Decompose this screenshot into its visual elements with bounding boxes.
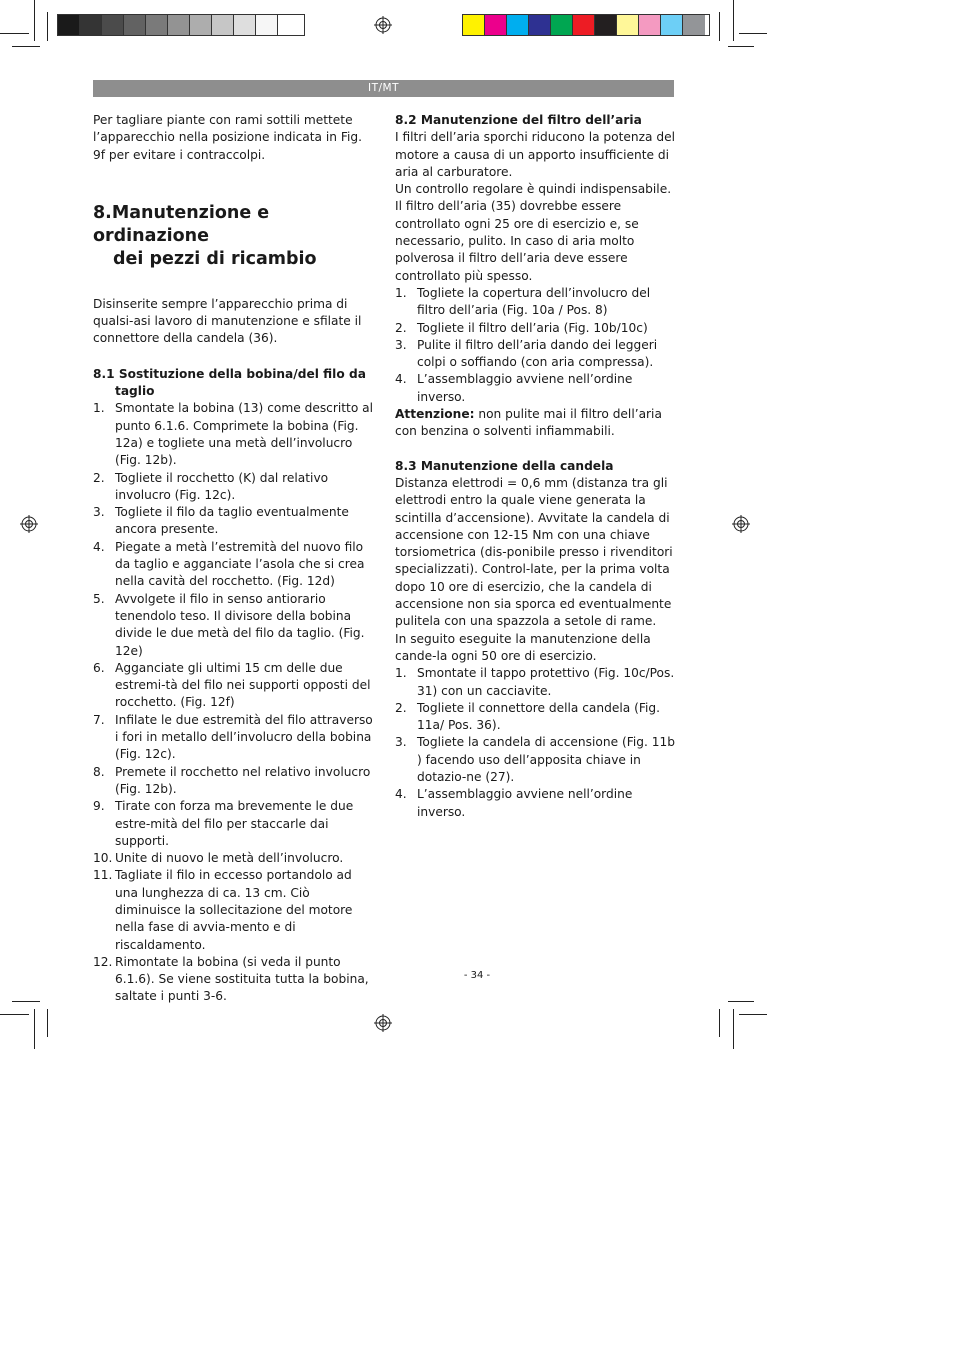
list-item-number: 2. — [93, 470, 105, 485]
list-item — [93, 798, 373, 850]
list-item-text: Premete il rocchetto nel relativo involucro (Fig. 12b). — [115, 764, 371, 796]
color-swatch — [661, 15, 683, 35]
color-swatch — [80, 15, 102, 35]
list-item — [395, 285, 675, 320]
color-swatch — [551, 15, 573, 35]
crop-mark — [719, 12, 720, 41]
registration-mark-icon — [374, 16, 392, 34]
color-swatch — [507, 15, 529, 35]
crop-mark — [733, 0, 734, 41]
crop-mark — [728, 1001, 754, 1002]
grayscale-bar — [57, 14, 305, 36]
list-item-number: 11. — [93, 868, 113, 883]
crop-mark — [733, 1009, 734, 1049]
color-swatch — [58, 15, 80, 35]
registration-mark-icon — [732, 515, 750, 533]
color-swatch — [278, 15, 300, 35]
registration-mark-icon — [374, 1014, 392, 1032]
color-swatch — [639, 15, 661, 35]
attention-note — [395, 406, 675, 441]
section-number: 8. — [93, 202, 112, 223]
list-item-text: Infilate le due estremità del filo attraverso i fori in metallo dell’involucro della bobina (Fig. 12c). — [115, 712, 373, 762]
list-item-number: 5. — [93, 591, 105, 606]
color-swatch — [102, 15, 124, 35]
list-item-text: Togliete la candela di accensione (Fig. 11b ) facendo uso dell’apposita chiave in dotazio-ne (27). — [417, 735, 675, 784]
list-item — [93, 764, 373, 799]
list-item-text: Togliete il filtro dell’aria (Fig. 10b/10c) — [417, 320, 648, 335]
crop-mark — [47, 1009, 48, 1037]
list-item — [395, 665, 675, 700]
list-item-text: Togliete il rocchetto (K) dal relativo involucro (Fig. 12c). — [115, 470, 329, 502]
intro-paragraph: Per tagliare piante con rami sottili mettete l’apparecchio nella posizione indicata in Fig. 9f per evitare i contraccolpi. — [93, 113, 362, 162]
list-item-number: 3. — [395, 337, 407, 352]
steps-list-8-2 — [395, 285, 675, 406]
list-item-text: Piegate a metà l’estremità del nuovo filo da taglio e agganciate l’asola che si crea nella cavità del rocchetto. (Fig. 12d) — [115, 539, 365, 589]
attention-label: Attenzione: — [395, 407, 475, 422]
list-item-text: Togliete il filo da taglio eventualmente ancora presente. — [115, 505, 349, 537]
list-item-number: 2. — [395, 320, 407, 335]
list-item-text: Tirate con forza ma brevemente le due estre-mità del filo per staccarle dai supporti. — [115, 799, 354, 848]
registration-mark-icon — [20, 515, 38, 533]
list-item-text: L’assemblaggio avviene nell’ordine inverso. — [417, 787, 633, 819]
list-item-number: 9. — [93, 799, 105, 814]
list-item — [93, 470, 373, 505]
subsection-heading-8-2: 8.2 Manutenzione del filtro dell’aria — [395, 113, 642, 127]
paragraph: I filtri dell’aria sporchi riducono la potenza del motore a causa di un apporto insufficiente di aria al carburatore. — [395, 130, 675, 179]
list-item-text: Smontate il tappo protettivo (Fig. 10c/Pos. 31) con un cacciavite. — [417, 666, 675, 698]
crop-mark — [12, 1001, 40, 1002]
language-header: IT/MT — [93, 80, 674, 97]
crop-mark — [719, 1009, 720, 1037]
list-item — [93, 850, 373, 867]
list-item-number: 6. — [93, 660, 105, 675]
list-item — [93, 539, 373, 591]
list-item-text: Smontate la bobina (13) come descritto al punto 6.1.6. Comprimete la bobina (Fig. 12a) e togliete una metà dell’involucro (Fig. 12b). — [115, 401, 374, 468]
subsection-title-line-2: taglio — [115, 384, 155, 399]
left-column — [93, 112, 373, 1006]
list-item-number: 1. — [395, 666, 407, 681]
crop-mark — [12, 46, 40, 47]
list-item — [395, 786, 675, 821]
crop-mark — [47, 12, 48, 41]
list-item — [395, 320, 675, 337]
color-bar — [462, 14, 710, 36]
paragraph: Il filtro dell’aria (35) dovrebbe essere controllato ogni 25 ore di esercizio e, se necessario, pulito. In caso di aria molto polverosa il filtro dell’aria deve essere controllato più spesso. — [395, 199, 639, 283]
color-swatch — [124, 15, 146, 35]
color-swatch — [146, 15, 168, 35]
list-item-text: Unite di nuovo le metà dell’involucro. — [115, 851, 344, 866]
crop-mark — [34, 0, 35, 41]
color-swatch — [212, 15, 234, 35]
list-item-number: 1. — [395, 285, 407, 300]
list-item — [93, 712, 373, 764]
list-item-number: 3. — [93, 505, 105, 520]
list-item-number: 1. — [93, 401, 105, 416]
list-item — [395, 371, 675, 406]
right-column — [395, 112, 675, 821]
section-title-line-2: dei pezzi di ricambio — [113, 248, 317, 269]
list-item-text: Togliete la copertura dell’involucro del filtro dell’aria (Fig. 10a / Pos. 8) — [417, 285, 651, 318]
list-item-number: 8. — [93, 764, 105, 779]
list-item-number: 4. — [395, 372, 407, 387]
list-item — [395, 337, 675, 372]
list-item-number: 12. — [93, 954, 113, 969]
section-intro: Disinserite sempre l’apparecchio prima di qualsi-asi lavoro di manutenzione e sfilate il connettore della candela (36). — [93, 296, 362, 346]
list-item — [93, 660, 373, 712]
list-item-number: 10. — [93, 851, 113, 866]
crop-mark — [0, 33, 29, 34]
list-item-number: 2. — [395, 700, 407, 715]
subsection-title-line-1: 8.1 Sostituzione della bobina/del filo da — [93, 366, 366, 381]
crop-mark — [739, 1014, 767, 1015]
list-item — [93, 591, 373, 660]
list-item — [93, 504, 373, 539]
color-swatch — [256, 15, 278, 35]
list-item — [395, 734, 675, 786]
list-item — [395, 700, 675, 735]
color-swatch — [485, 15, 507, 35]
steps-list-8-1 — [93, 400, 373, 1005]
crop-mark — [34, 1009, 35, 1049]
list-item-number: 7. — [93, 712, 105, 727]
steps-list-8-3 — [395, 665, 675, 821]
page-number: - 34 - — [463, 970, 491, 981]
color-swatch — [573, 15, 595, 35]
crop-mark — [728, 46, 754, 47]
color-swatch — [529, 15, 551, 35]
paragraph: Distanza elettrodi = 0,6 mm (distanza tra gli elettrodi entro la quale viene generata la scintilla d’accensione). Avvitate la candela di accensione con 12-15 Nm con una chiave torsiometrica (dis-ponibile presso i rivenditori specializzati). Control-late, per la prima volta dopo 10 ore di esercizio, che la candela di accensione non sia sporca ed eventualmente pulitela con una spazzola a setole di rame. — [395, 475, 673, 629]
list-item-text: Agganciate gli ultimi 15 cm delle due estremi-tà del filo nei supporti opposti del rocchetto. (Fig. 12f) — [115, 660, 371, 710]
list-item-number: 4. — [93, 539, 105, 554]
list-item-number: 3. — [395, 735, 407, 750]
list-item-text: Tagliate il filo in eccesso portandolo ad una lunghezza di ca. 13 cm. Ciò diminuisce la sollecitazione del motore nella fase di avvia-mento e di riscaldamento. — [115, 868, 353, 952]
color-swatch — [463, 15, 485, 35]
paragraph: In seguito eseguite la manutenzione della cande-la ogni 50 ore di esercizio. — [395, 631, 651, 663]
list-item-text: Togliete il connettore della candela (Fig. 11a/ Pos. 36). — [417, 700, 660, 733]
section-title-line-1: Manutenzione e ordinazione — [93, 202, 270, 246]
section-heading — [93, 202, 373, 271]
color-swatch — [168, 15, 190, 35]
subsection-heading-8-1 — [93, 366, 373, 401]
attention-text: non pulite mai il filtro dell’aria con benzina o solventi infiammabili. — [395, 407, 662, 439]
color-swatch — [683, 15, 705, 35]
crop-mark — [0, 1014, 29, 1015]
list-item-text: Rimontate la bobina (si veda il punto 6.1.6). Se viene sostituita tutta la bobina, saltate i punti 3-6. — [115, 954, 369, 1004]
crop-mark — [739, 33, 767, 34]
color-swatch — [234, 15, 256, 35]
list-item — [93, 867, 373, 953]
paragraph: Un controllo regolare è quindi indispensabile. — [395, 182, 672, 197]
list-item — [93, 400, 373, 469]
color-swatch — [190, 15, 212, 35]
list-item-text: Pulite il filtro dell’aria dando dei leggeri colpi o soffiando (con aria compressa). — [417, 337, 658, 370]
list-item-text: Avvolgete il filo in senso antiorario tenendolo teso. Il divisore della bobina divide le due metà del filo da taglio. (Fig. 12e) — [115, 591, 365, 658]
subsection-heading-8-3: 8.3 Manutenzione della candela — [395, 458, 614, 473]
color-swatch — [617, 15, 639, 35]
color-swatch — [595, 15, 617, 35]
list-item-text: L’assemblaggio avviene nell’ordine inverso. — [417, 372, 633, 404]
list-item-number: 4. — [395, 787, 407, 802]
